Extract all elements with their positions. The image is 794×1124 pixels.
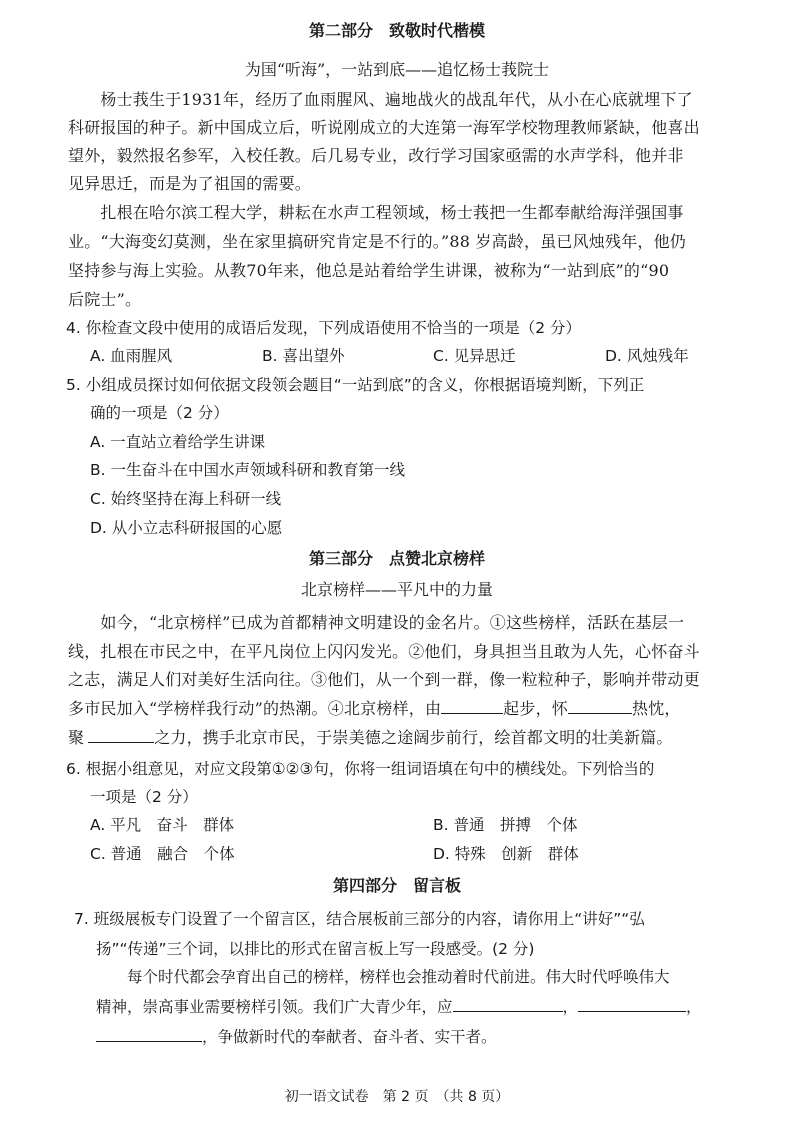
question-7-text-segment: 精神，崇高事业需要榜样引领。我们广大青少年，应: [96, 998, 453, 1016]
part3-paragraph-line5: [68, 728, 673, 748]
question-7-stem-line2: 扬”“传递”三个词，以排比的形式在留言板上写一段感受。(2 分): [96, 940, 535, 958]
question-4-option-d[interactable]: D. 风烛残年: [605, 347, 689, 365]
question-7-text-line1: 每个时代都会孕育出自己的榜样，榜样也会推动着时代前进。伟大时代呼唤伟大: [96, 968, 670, 986]
question-4-option-a[interactable]: A. 血雨腥风: [90, 347, 173, 365]
part3-paragraph-line3: 之志，满足人们对美好生活向往。③他们，从一个到一群，像一粒粒种子，影响并带动更: [68, 670, 700, 689]
question-7-text-line2: [96, 997, 702, 1017]
fill-blank-1[interactable]: [441, 699, 503, 714]
question-7-text-segment: ，: [686, 998, 702, 1016]
part2-paragraph1-line1: 杨士莪生于1931年，经历了血雨腥风、遍地战火的战乱年代，从小在心底就埋下了: [68, 90, 693, 109]
page-footer: 初一语文试卷 第 2 页 （共 8 页）: [284, 1089, 510, 1105]
question-4-option-b[interactable]: B. 喜出望外: [262, 347, 345, 365]
question-6-option-b[interactable]: B. 普通 拼搏 个体: [433, 816, 578, 834]
part3-text-segment: 起步，怀: [503, 699, 568, 718]
part2-paragraph1-line3: 望外，毅然报名参军，入校任教。后几易专业，改行学习国家亟需的水声学科，他并非: [68, 146, 684, 165]
question-6-option-a[interactable]: A. 平凡 奋斗 群体: [90, 816, 235, 834]
part3-paragraph-line1: 如今，“北京榜样”已成为首都精神文明建设的金名片。①这些榜样，活跃在基层一: [68, 613, 685, 632]
fill-blank-3[interactable]: [88, 728, 154, 743]
part3-subtitle: 北京榜样——平凡中的力量: [300, 580, 493, 599]
question-6-option-d[interactable]: D. 特殊 创新 群体: [433, 845, 579, 863]
question-6-option-c[interactable]: C. 普通 融合 个体: [90, 845, 235, 863]
question-6-stem-line2: 一项是（2 分）: [90, 788, 198, 806]
part2-paragraph1-line2: 科研报国的种子。新中国成立后，听说刚成立的大连第一海军学校物理教师紧缺，他喜出: [68, 118, 700, 137]
question-5-option-c[interactable]: C. 始终坚持在海上科研一线: [90, 490, 282, 508]
question-4-stem: 4. 你检查文段中使用的成语后发现，下列成语使用不恰当的一项是（2 分）: [66, 319, 582, 337]
question-7-text-segment: ，: [562, 998, 579, 1016]
fill-blank-2[interactable]: [568, 699, 632, 714]
question-4-option-c[interactable]: C. 见异思迁: [433, 347, 516, 365]
question-7-text-line3: [96, 1027, 497, 1047]
question-5-option-d[interactable]: D. 从小立志科研报国的心愿: [90, 519, 283, 537]
part3-text-segment: 之力，携手北京市民，于崇美德之途阔步前行，绘首都文明的壮美新篇。: [154, 728, 673, 747]
part2-paragraph2-line3: 坚持参与海上实验。从教70年来，他总是站着给学生讲课，被称为“一站到底”的“90: [68, 261, 670, 280]
question-5-option-b[interactable]: B. 一生奋斗在中国水声领域科研和教育第一线: [90, 461, 405, 479]
question-7-text-segment: ，争做新时代的奉献者、奋斗者、实干者。: [202, 1028, 497, 1046]
part3-paragraph-line4: [68, 699, 681, 719]
part3-text-segment: 多市民加入“学榜样我行动”的热潮。④北京榜样，由: [68, 699, 442, 718]
part2-heading: 第二部分 致敬时代楷模: [308, 21, 485, 40]
part3-text-segment: 聚: [68, 728, 85, 747]
part2-paragraph2-line4: 后院士”。: [68, 290, 142, 309]
part2-subtitle: 为国“听海”，一站到底——追忆杨士莪院士: [244, 60, 550, 79]
part4-heading: 第四部分 留言板: [332, 876, 461, 895]
part3-text-segment: 热忱，: [631, 699, 681, 718]
part2-paragraph2-line2: 业。“大海变幻莫测，坐在家里搞研究肯定是不行的。”88 岁高龄，虽已风烛残年，他仍: [68, 232, 687, 251]
part3-heading: 第三部分 点赞北京榜样: [308, 549, 485, 568]
question-5-option-a[interactable]: A. 一直站立着给学生讲课: [90, 433, 266, 451]
part2-paragraph1-line4: 见异思迁，而是为了祖国的需要。: [68, 174, 312, 193]
part3-paragraph-line2: 线，扎根在市民之中，在平凡岗位上闪闪发光。②他们，身具担当且敢为人先，心怀奋斗: [68, 642, 700, 661]
answer-blank-3[interactable]: [96, 1027, 202, 1042]
part2-paragraph2-line1: 扎根在哈尔滨工程大学，耕耘在水声工程领域，杨士莪把一生都奉献给海洋强国事: [68, 203, 684, 222]
answer-blank-2[interactable]: [578, 997, 686, 1012]
question-5-stem-line1: 5. 小组成员探讨如何依据文段领会题目“一站到底”的含义，你根据语境判断，下列正: [66, 376, 645, 394]
question-5-stem-line2: 确的一项是（2 分）: [90, 404, 229, 422]
question-6-stem-line1: 6. 根据小组意见，对应文段第①②③句，你将一组词语填在句中的横线处。下列恰当的: [66, 760, 655, 778]
question-7-stem-line1: 7. 班级展板专门设置了一个留言区，结合展板前三部分的内容，请你用上“讲好”“弘: [74, 910, 645, 928]
answer-blank-1[interactable]: [453, 997, 563, 1012]
